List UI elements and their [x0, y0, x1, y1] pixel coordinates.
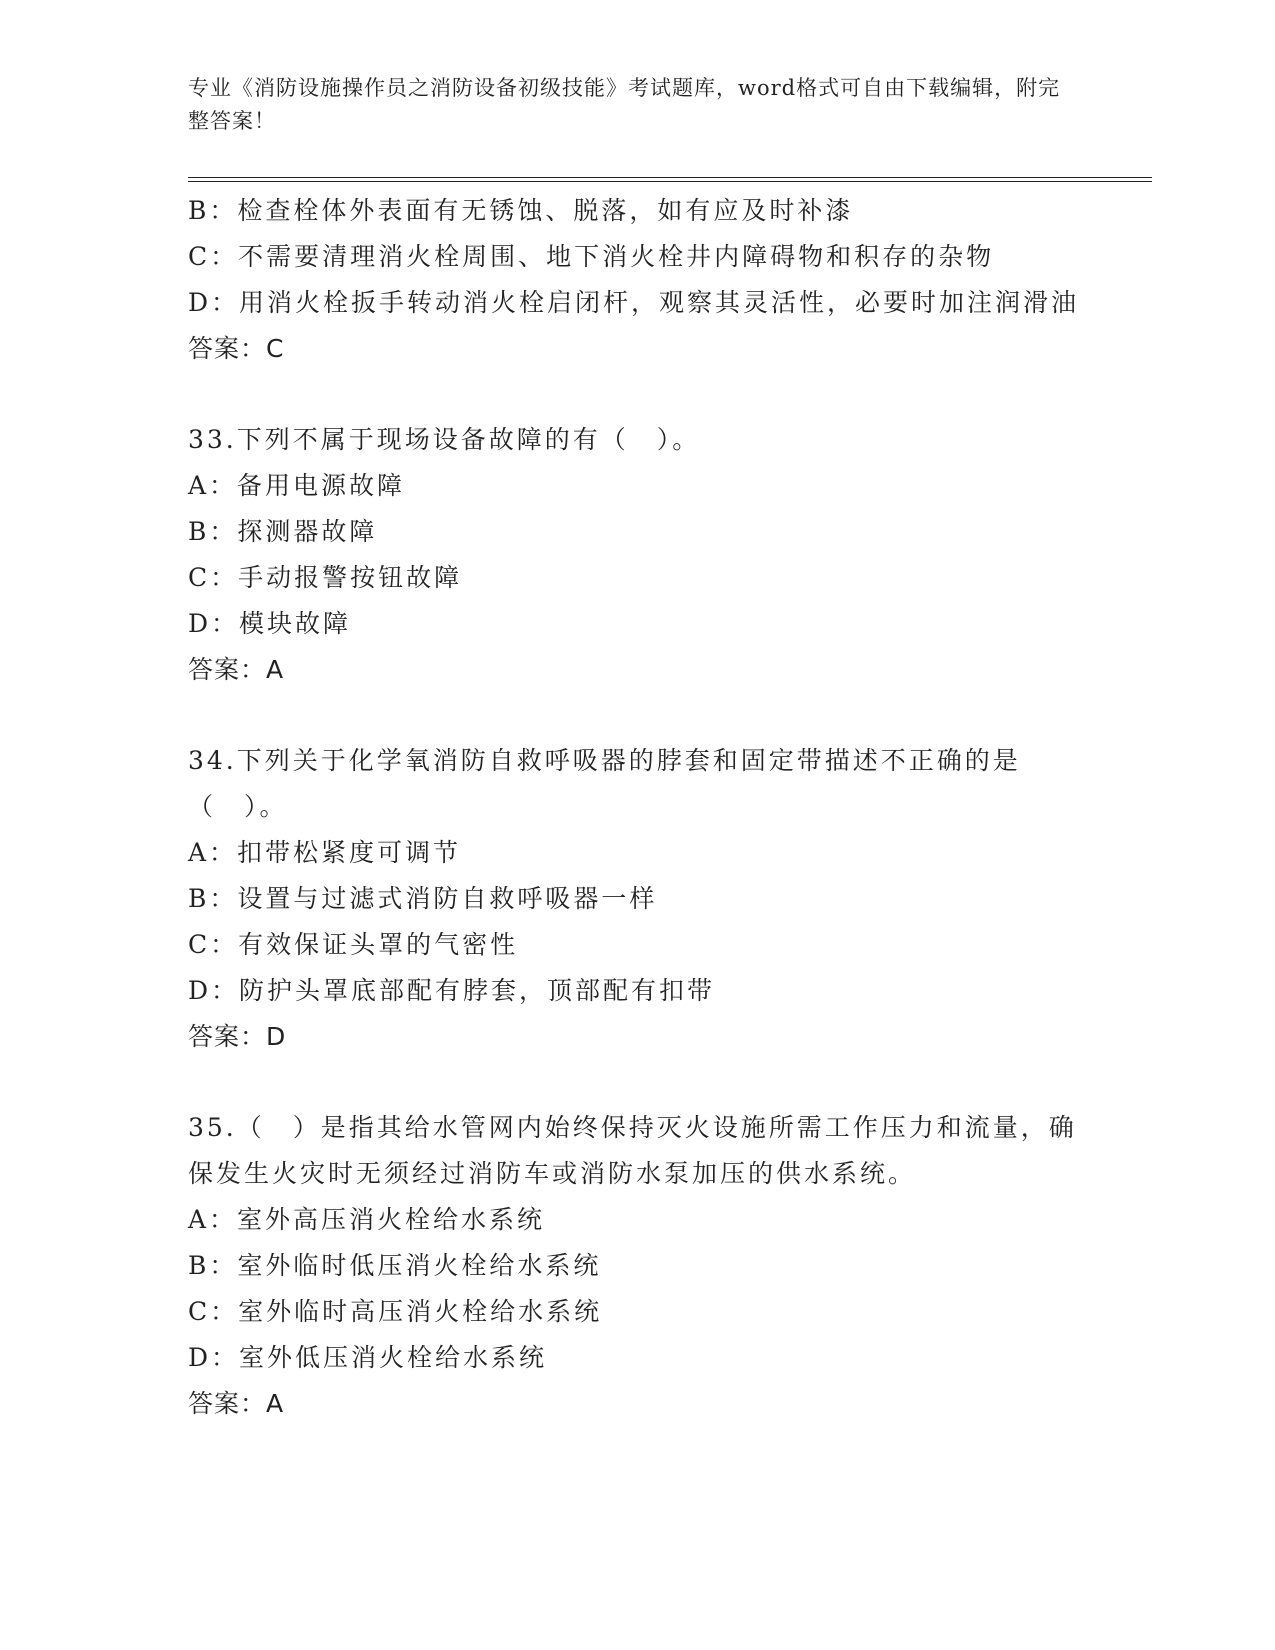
option-d: D：室外低压消火栓给水系统 — [188, 1343, 548, 1372]
answer: 答案：C — [188, 334, 285, 363]
question-stem: 33.下列不属于现场设备故障的有（ ）。 — [188, 425, 701, 454]
question-stem: 34.下列关于化学氧消防自救呼吸器的脖套和固定带描述不正确的是（ ）。 — [188, 746, 1021, 821]
option-b: B：设置与过滤式消防自救呼吸器一样 — [188, 884, 658, 913]
question-35 — [188, 1105, 1088, 1427]
option-d: D：用消火栓扳手转动消火栓启闭杆，观察其灵活性，必要时加注润滑油 — [188, 288, 1080, 317]
document-header — [188, 72, 1068, 138]
option-d: D：防护头罩底部配有脖套，顶部配有扣带 — [188, 976, 716, 1005]
question-34 — [188, 738, 1088, 1060]
option-c: C：不需要清理消火栓周围、地下消火栓井内障碍物和积存的杂物 — [188, 242, 995, 271]
header-title: 专业《消防设施操作员之消防设备初级技能》考试题库，word格式可自由下载编辑，附完整答案！ — [188, 76, 1061, 133]
header-divider-bottom — [188, 181, 1152, 182]
option-a: A：扣带松紧度可调节 — [188, 838, 462, 867]
option-c: C：室外临时高压消火栓给水系统 — [188, 1297, 603, 1326]
option-c: C：手动报警按钮故障 — [188, 563, 463, 592]
header-divider-top — [188, 177, 1152, 178]
option-a: A：备用电源故障 — [188, 471, 406, 500]
option-b: B：探测器故障 — [188, 517, 378, 546]
question-list — [188, 188, 1088, 1427]
option-b: B：室外临时低压消火栓给水系统 — [188, 1251, 602, 1280]
answer: 答案：D — [188, 1022, 287, 1051]
answer: 答案：A — [188, 655, 285, 684]
question-32-continued — [188, 188, 1088, 372]
option-c: C：有效保证头罩的气密性 — [188, 930, 519, 959]
question-stem: 35.（ ）是指其给水管网内始终保持灭火设施所需工作压力和流量，确保发生火灾时无须经过消防车或消防水泵加压的供水系统。 — [188, 1113, 1077, 1188]
option-b: B：检查栓体外表面有无锈蚀、脱落，如有应及时补漆 — [188, 196, 854, 225]
question-33 — [188, 417, 1088, 693]
answer: 答案：A — [188, 1389, 285, 1418]
option-a: A：室外高压消火栓给水系统 — [188, 1205, 546, 1234]
option-d: D：模块故障 — [188, 609, 352, 638]
